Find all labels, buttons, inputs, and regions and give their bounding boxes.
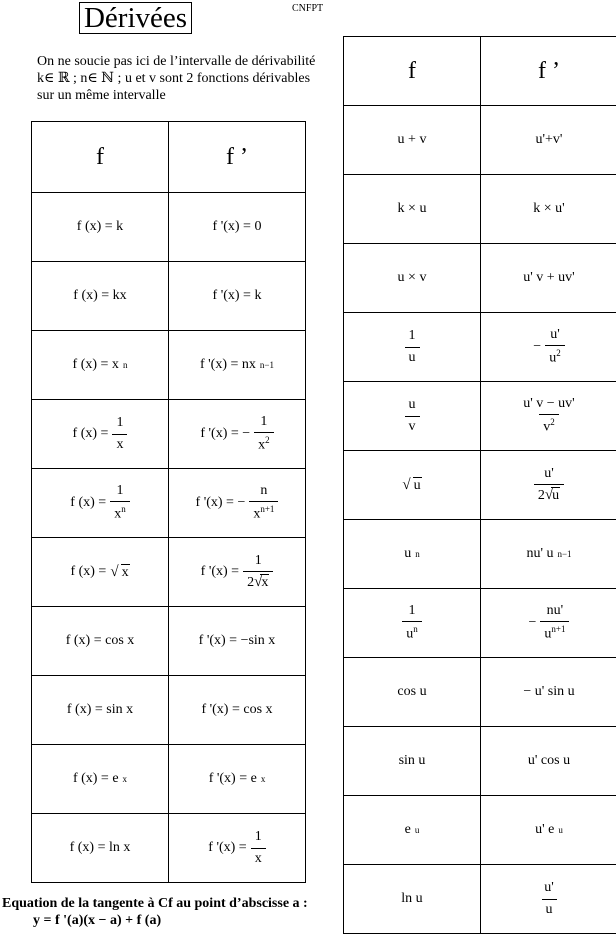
derivatives-table-composite — [343, 36, 616, 934]
function-cell: $\frac{1}{u^n}$ — [344, 589, 481, 658]
function-cell: u n — [344, 520, 481, 589]
derivative-cell: f '(x) = $\frac{1}{2√x}$ — [169, 538, 306, 607]
table-row — [344, 106, 616, 175]
function-cell: f (x) = √ x — [32, 538, 169, 607]
table-row — [32, 607, 306, 676]
table-row — [32, 331, 306, 400]
function-cell: e u — [344, 796, 481, 865]
table-row — [32, 814, 306, 883]
function-cell: u × v — [344, 244, 481, 313]
function-cell: f (x) = e x — [32, 745, 169, 814]
derivative-cell: f '(x) = e x — [169, 745, 306, 814]
function-cell: f (x) = ln x — [32, 814, 169, 883]
function-cell: f (x) = $\frac{1}{x^n}$ — [32, 469, 169, 538]
derivative-cell: − u' sin u — [481, 658, 616, 727]
function-cell: f (x) = sin x — [32, 676, 169, 745]
derivative-cell: f '(x) = − $\frac{n}{x^{n+1}}$ — [169, 469, 306, 538]
intro-text — [37, 53, 357, 104]
table-row — [344, 796, 616, 865]
table-row — [32, 400, 306, 469]
table-row — [344, 313, 616, 382]
derivative-cell: u' cos u — [481, 727, 616, 796]
function-cell: ln u — [344, 865, 481, 934]
derivatives-table-basic — [31, 121, 306, 883]
derivative-cell: f '(x) = k — [169, 262, 306, 331]
function-cell: cos u — [344, 658, 481, 727]
table-row — [32, 676, 306, 745]
table-row — [344, 244, 616, 313]
derivative-cell: $\frac{u' v - uv'}{v^2}$ — [481, 382, 616, 451]
function-cell: f (x) = k — [32, 193, 169, 262]
function-cell: √ u — [344, 451, 481, 520]
tangent-equation — [2, 895, 308, 929]
function-cell: f (x) = kx — [32, 262, 169, 331]
function-cell: sin u — [344, 727, 481, 796]
header-function: f — [32, 122, 169, 193]
table-row — [32, 193, 306, 262]
page-title: Dérivées — [79, 2, 192, 34]
header-derivative: f ’ — [481, 37, 616, 106]
function-cell: f (x) = $\frac{1}{x}$ — [32, 400, 169, 469]
organization-label: CNFPT — [292, 3, 323, 14]
header-function: f — [344, 37, 481, 106]
tangent-caption: Equation de la tangente à Cf au point d’abscisse a : — [2, 895, 308, 912]
derivative-cell: − $\frac{u'}{u^2}$ — [481, 313, 616, 382]
table-header-row — [344, 37, 616, 106]
derivative-cell: u' e u — [481, 796, 616, 865]
tangent-formula: y = f '(a)(x − a) + f (a) — [2, 912, 308, 929]
derivative-cell: nu' u n−1 — [481, 520, 616, 589]
intro-line: k∈ ℝ ; n∈ ℕ ; u et v sont 2 fonctions dérivables — [37, 70, 357, 87]
intro-line: sur un même intervalle — [37, 87, 357, 104]
intro-line: On ne soucie pas ici de l’intervalle de dérivabilité — [37, 53, 357, 70]
function-cell: f (x) = x n — [32, 331, 169, 400]
header-derivative: f ’ — [169, 122, 306, 193]
function-cell: u + v — [344, 106, 481, 175]
table-row — [344, 382, 616, 451]
function-cell: f (x) = cos x — [32, 607, 169, 676]
table-row — [32, 469, 306, 538]
derivative-cell: f '(x) = 0 — [169, 193, 306, 262]
derivative-cell: f '(x) = cos x — [169, 676, 306, 745]
derivative-cell: u' v + uv' — [481, 244, 616, 313]
derivative-cell: f '(x) = $\frac{1}{x}$ — [169, 814, 306, 883]
table-row — [344, 865, 616, 934]
function-cell: $\frac{u}{v}$ — [344, 382, 481, 451]
table-row — [344, 175, 616, 244]
table-row — [344, 520, 616, 589]
derivative-cell: f '(x) = nx n−1 — [169, 331, 306, 400]
function-cell: k × u — [344, 175, 481, 244]
table-row — [32, 262, 306, 331]
derivative-cell: f '(x) = −sin x — [169, 607, 306, 676]
derivative-cell: − $\frac{nu'}{u^{n+1}}$ — [481, 589, 616, 658]
table-row — [344, 658, 616, 727]
table-row — [344, 727, 616, 796]
derivative-cell: u'+v' — [481, 106, 616, 175]
table-row — [344, 451, 616, 520]
derivative-cell: $\frac{u'}{u}$ — [481, 865, 616, 934]
table-header-row — [32, 122, 306, 193]
derivative-cell: $\frac{u'}{2√u}$ — [481, 451, 616, 520]
derivative-cell: k × u' — [481, 175, 616, 244]
table-row — [344, 589, 616, 658]
derivative-cell: f '(x) = − $\frac{1}{x^2}$ — [169, 400, 306, 469]
table-row — [32, 745, 306, 814]
table-row — [32, 538, 306, 607]
function-cell: $\frac{1}{u}$ — [344, 313, 481, 382]
